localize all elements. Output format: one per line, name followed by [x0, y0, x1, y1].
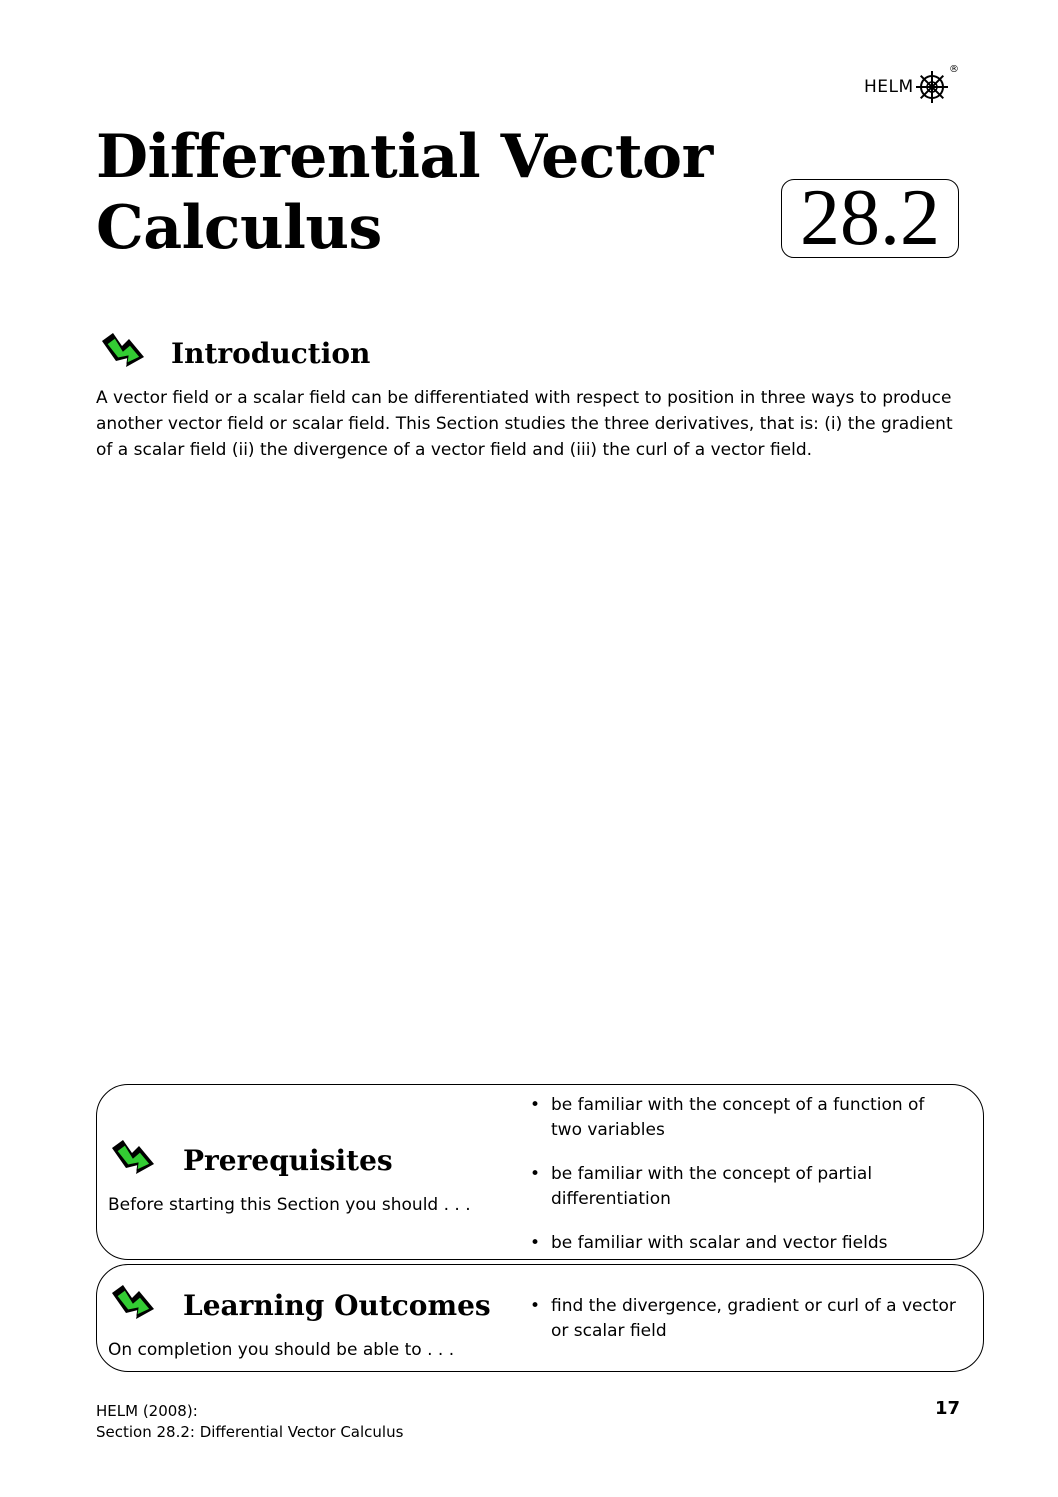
footer — [96, 1401, 403, 1443]
footer-line-1: HELM (2008): — [96, 1402, 198, 1420]
green-arrow-icon — [98, 327, 148, 373]
learning-outcomes-list — [530, 1294, 960, 1344]
introduction-text: A vector field or a scalar field can be differentiated with respect to position in three ways to produce another vector field or scalar field. This Section studies the three derivatives, that is: (i) the gradient of a scalar field (ii) the divergence of a vector field and (iii) the curl of a vector field. — [96, 388, 953, 460]
list-item — [530, 1231, 960, 1256]
introduction-heading: Introduction — [171, 337, 371, 370]
page-number: 17 — [934, 1398, 960, 1419]
bullet: • — [530, 1095, 541, 1115]
green-arrow-icon — [108, 1279, 158, 1325]
registered-mark: ® — [949, 64, 959, 75]
list-item-text: be familiar with the concept of partial differentiation — [551, 1164, 873, 1209]
footer-line-2: Section 28.2: Differential Vector Calculus — [96, 1423, 404, 1441]
logo-text: HELM — [864, 77, 914, 97]
green-arrow-icon — [108, 1134, 158, 1180]
list-item — [530, 1162, 960, 1212]
title-line-2: Calculus — [96, 193, 382, 263]
list-item-text: be familiar with the concept of a function of two variables — [551, 1095, 925, 1140]
prerequisites-subtext: Before starting this Section you should . . . — [108, 1195, 471, 1215]
bullet: • — [530, 1233, 541, 1253]
bullet: • — [530, 1296, 541, 1316]
section-number-badge: 28.2 — [781, 179, 959, 258]
helm-logo — [860, 66, 960, 106]
learning-outcomes-subtext: On completion you should be able to . . . — [108, 1340, 455, 1360]
list-item-text: be familiar with scalar and vector fields — [551, 1233, 888, 1253]
list-item-text: find the divergence, gradient or curl of a vector or scalar field — [551, 1296, 956, 1341]
page-title — [96, 122, 713, 264]
list-item — [530, 1294, 960, 1344]
list-item — [530, 1093, 960, 1143]
bullet: • — [530, 1164, 541, 1184]
title-line-1: Differential Vector — [96, 122, 713, 192]
prerequisites-heading: Prerequisites — [183, 1144, 393, 1177]
prerequisites-list — [530, 1093, 960, 1256]
learning-outcomes-heading: Learning Outcomes — [183, 1289, 491, 1322]
